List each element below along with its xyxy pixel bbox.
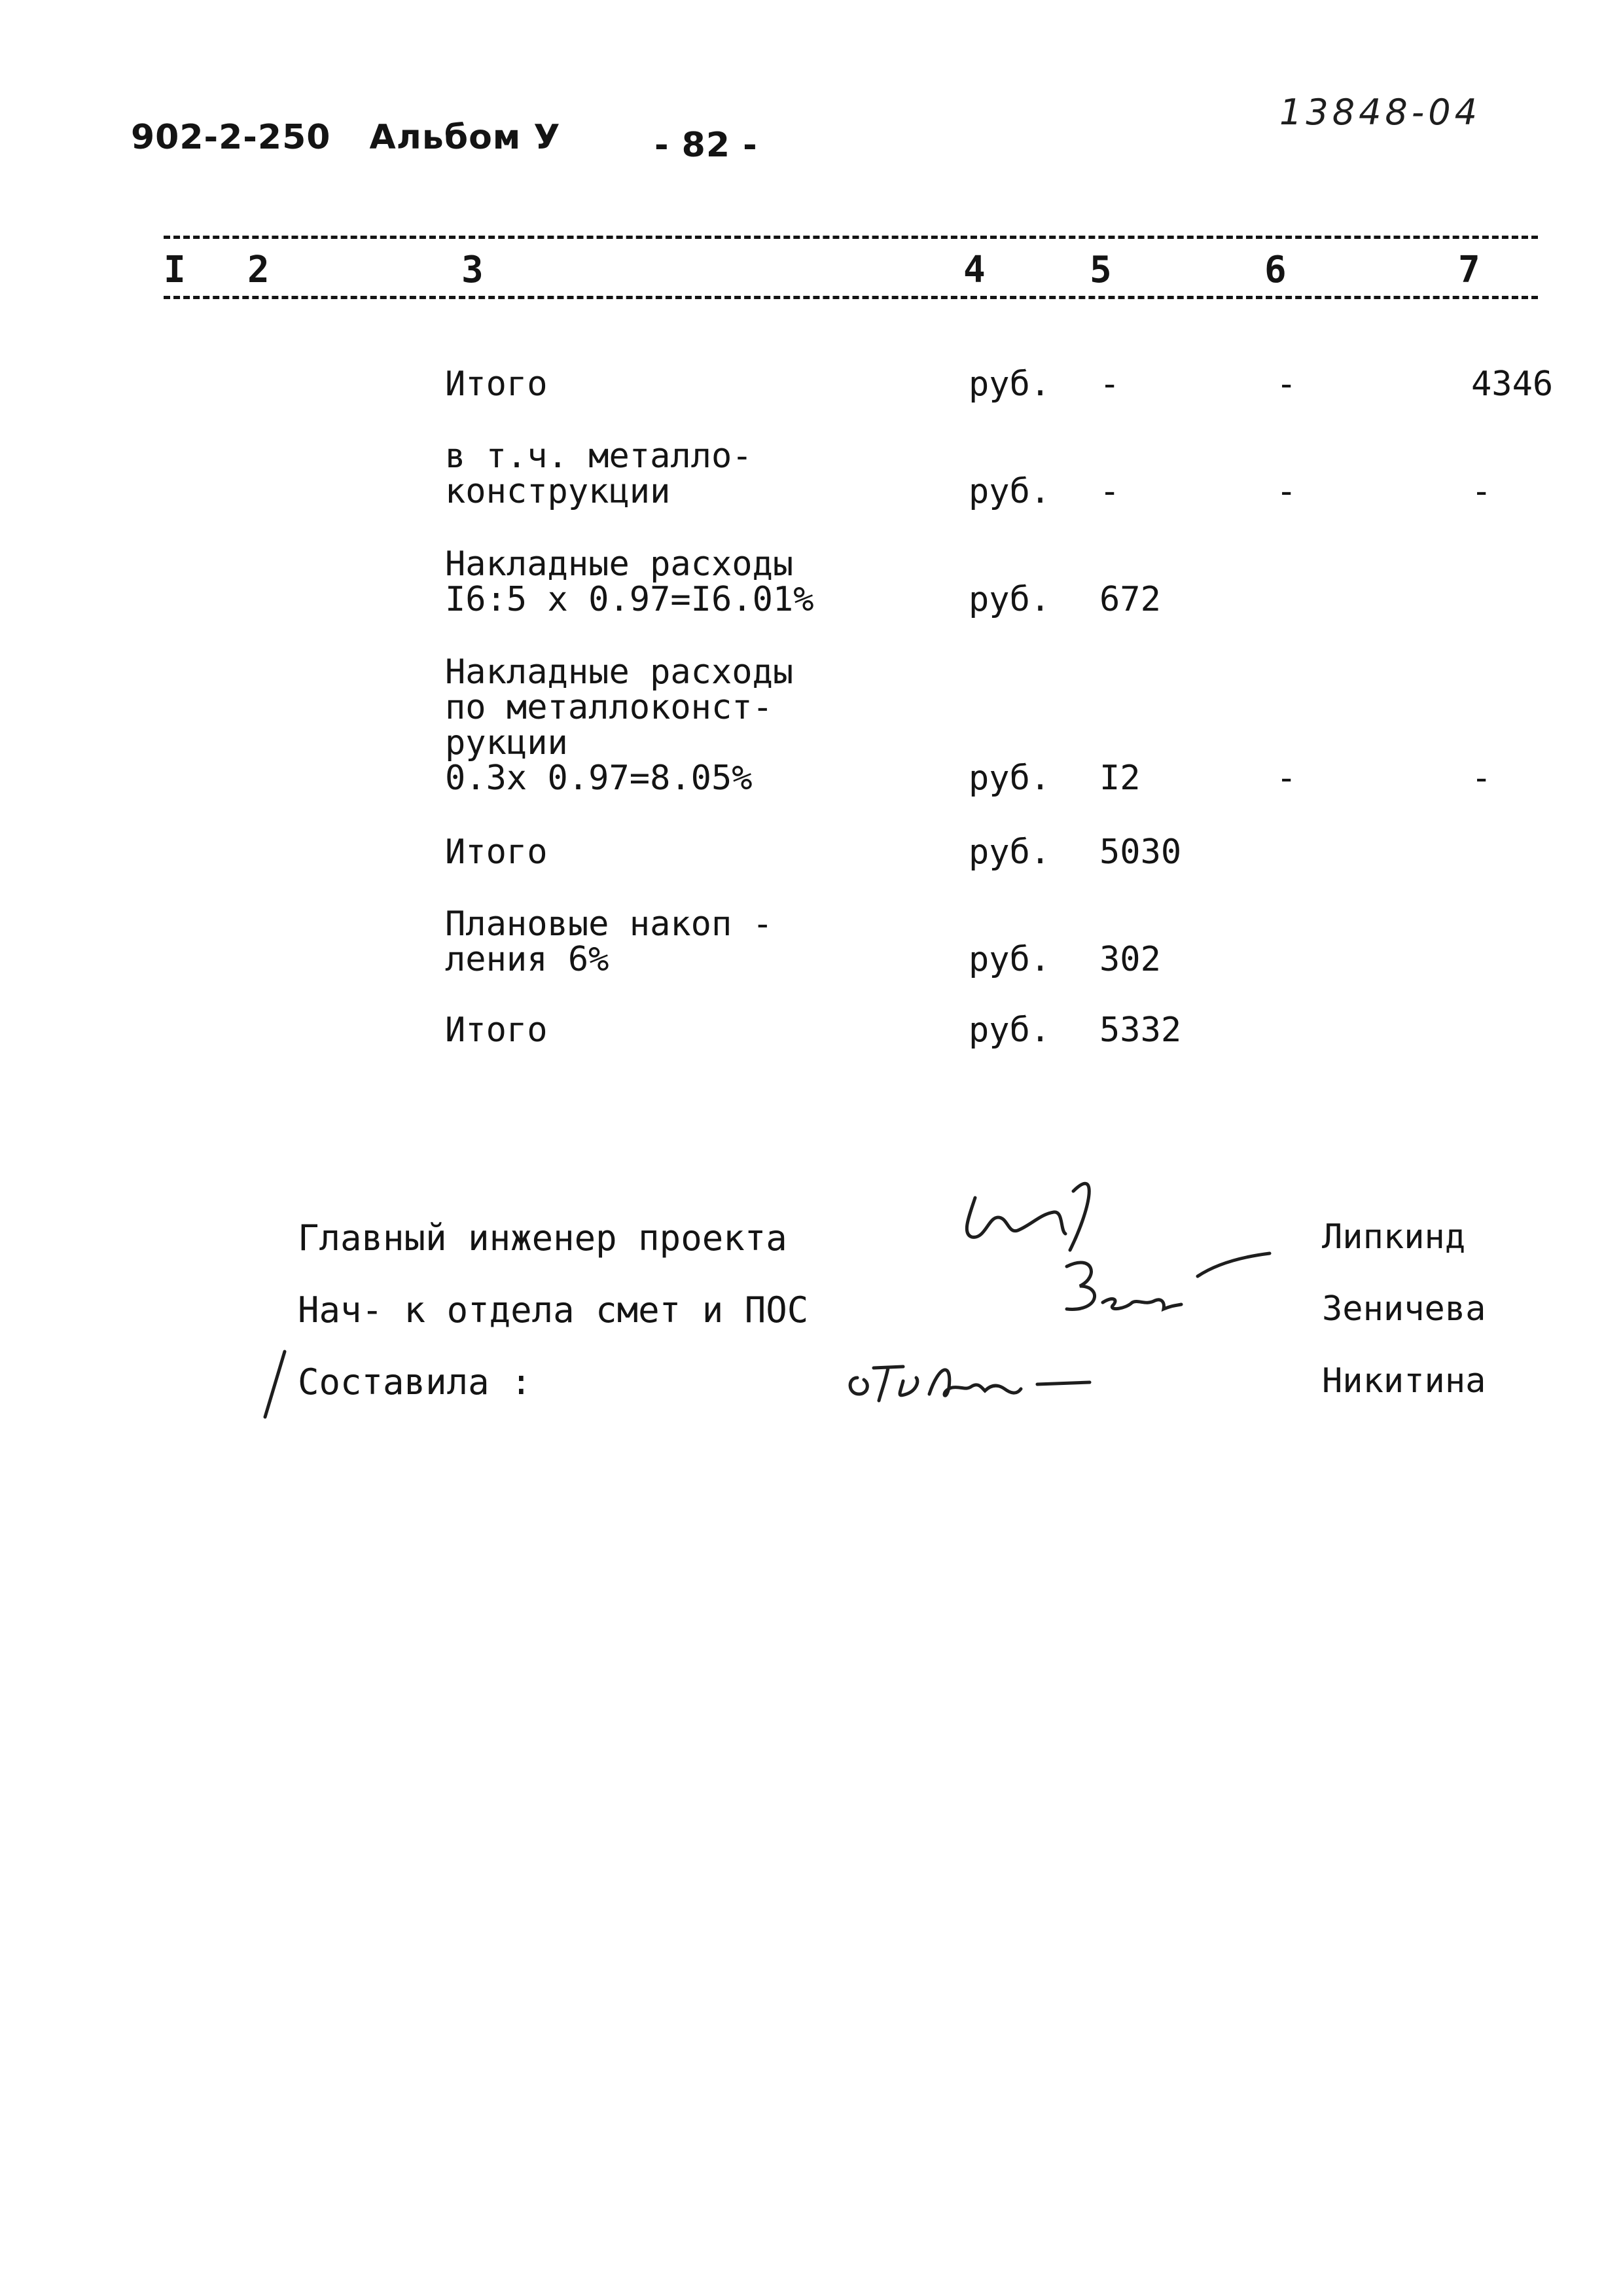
row-unit: руб. <box>969 1011 1051 1050</box>
row-col5: 672 <box>1099 580 1161 619</box>
signatory-title: Составила : <box>298 1361 532 1403</box>
table-top-rule <box>164 236 1538 239</box>
signatory-name: Никитина <box>1322 1361 1486 1401</box>
row-col6: - <box>1276 365 1297 404</box>
description-line: 0.3x 0.97=8.05% <box>445 759 753 798</box>
row-col7: 4346 <box>1471 365 1554 404</box>
column-number: 6 <box>1264 249 1287 291</box>
row-unit: руб. <box>969 759 1051 798</box>
row-unit: руб. <box>969 365 1051 404</box>
signatory-name: Зеничева <box>1322 1289 1486 1329</box>
row-col6: - <box>1276 472 1297 511</box>
description-line: в т.ч. металло- <box>445 437 753 476</box>
row-description <box>445 1013 548 1048</box>
description-line: конструкции <box>445 472 671 511</box>
handwritten-signature <box>841 1348 1116 1407</box>
row-description <box>445 906 773 977</box>
column-number: 3 <box>461 249 484 291</box>
row-col5: 302 <box>1099 940 1161 979</box>
signatory-title: Нач- к отдела смет и ПОС <box>298 1289 809 1331</box>
row-col5: 5030 <box>1099 833 1182 872</box>
handwritten-signature <box>1047 1240 1296 1338</box>
signature-row <box>0 1361 1623 1414</box>
row-description <box>445 439 753 509</box>
document-code <box>131 118 561 157</box>
row-col6: - <box>1276 759 1297 798</box>
row-unit: руб. <box>969 472 1051 511</box>
signatory-title: Главный инженер проекта <box>298 1217 787 1259</box>
row-col5: - <box>1099 472 1120 511</box>
column-number: 2 <box>247 249 270 291</box>
row-description <box>445 547 814 617</box>
description-line: рукции <box>445 723 568 762</box>
row-col7: - <box>1471 759 1492 798</box>
description-line: ления 6% <box>445 940 609 979</box>
description-line: Итого <box>445 365 548 404</box>
page-number: - 82 - <box>654 126 758 165</box>
column-number: 4 <box>963 249 986 291</box>
description-line: Итого <box>445 1011 548 1050</box>
row-col7: - <box>1471 472 1492 511</box>
row-unit: руб. <box>969 833 1051 872</box>
row-description <box>445 834 548 870</box>
row-unit: руб. <box>969 580 1051 619</box>
row-col5: 5332 <box>1099 1011 1182 1050</box>
column-number: 5 <box>1090 249 1112 291</box>
column-number: I <box>164 249 186 291</box>
archive-number: 13848-04 <box>1279 92 1481 133</box>
description-line: Накладные расходы <box>445 653 794 692</box>
row-col5: I2 <box>1099 759 1141 798</box>
description-line: по металлоконст- <box>445 688 773 727</box>
column-number: 7 <box>1458 249 1480 291</box>
signature-row <box>0 1217 1623 1270</box>
album-label: Альбом У <box>369 118 561 157</box>
signatory-name: Липкинд <box>1322 1217 1466 1257</box>
row-unit: руб. <box>969 940 1051 979</box>
table-header-rule <box>164 296 1538 299</box>
handwritten-slash-mark <box>259 1348 291 1420</box>
description-line: Плановые накоп - <box>445 905 773 944</box>
row-description <box>445 655 793 796</box>
row-description <box>445 367 548 402</box>
description-line: I6:5 x 0.97=I6.01% <box>445 580 814 619</box>
signature-row <box>0 1289 1623 1342</box>
description-line: Накладные расходы <box>445 545 794 584</box>
row-col5: - <box>1099 365 1120 404</box>
description-line: Итого <box>445 833 548 872</box>
doc-code: 902-2-250 <box>131 118 331 157</box>
